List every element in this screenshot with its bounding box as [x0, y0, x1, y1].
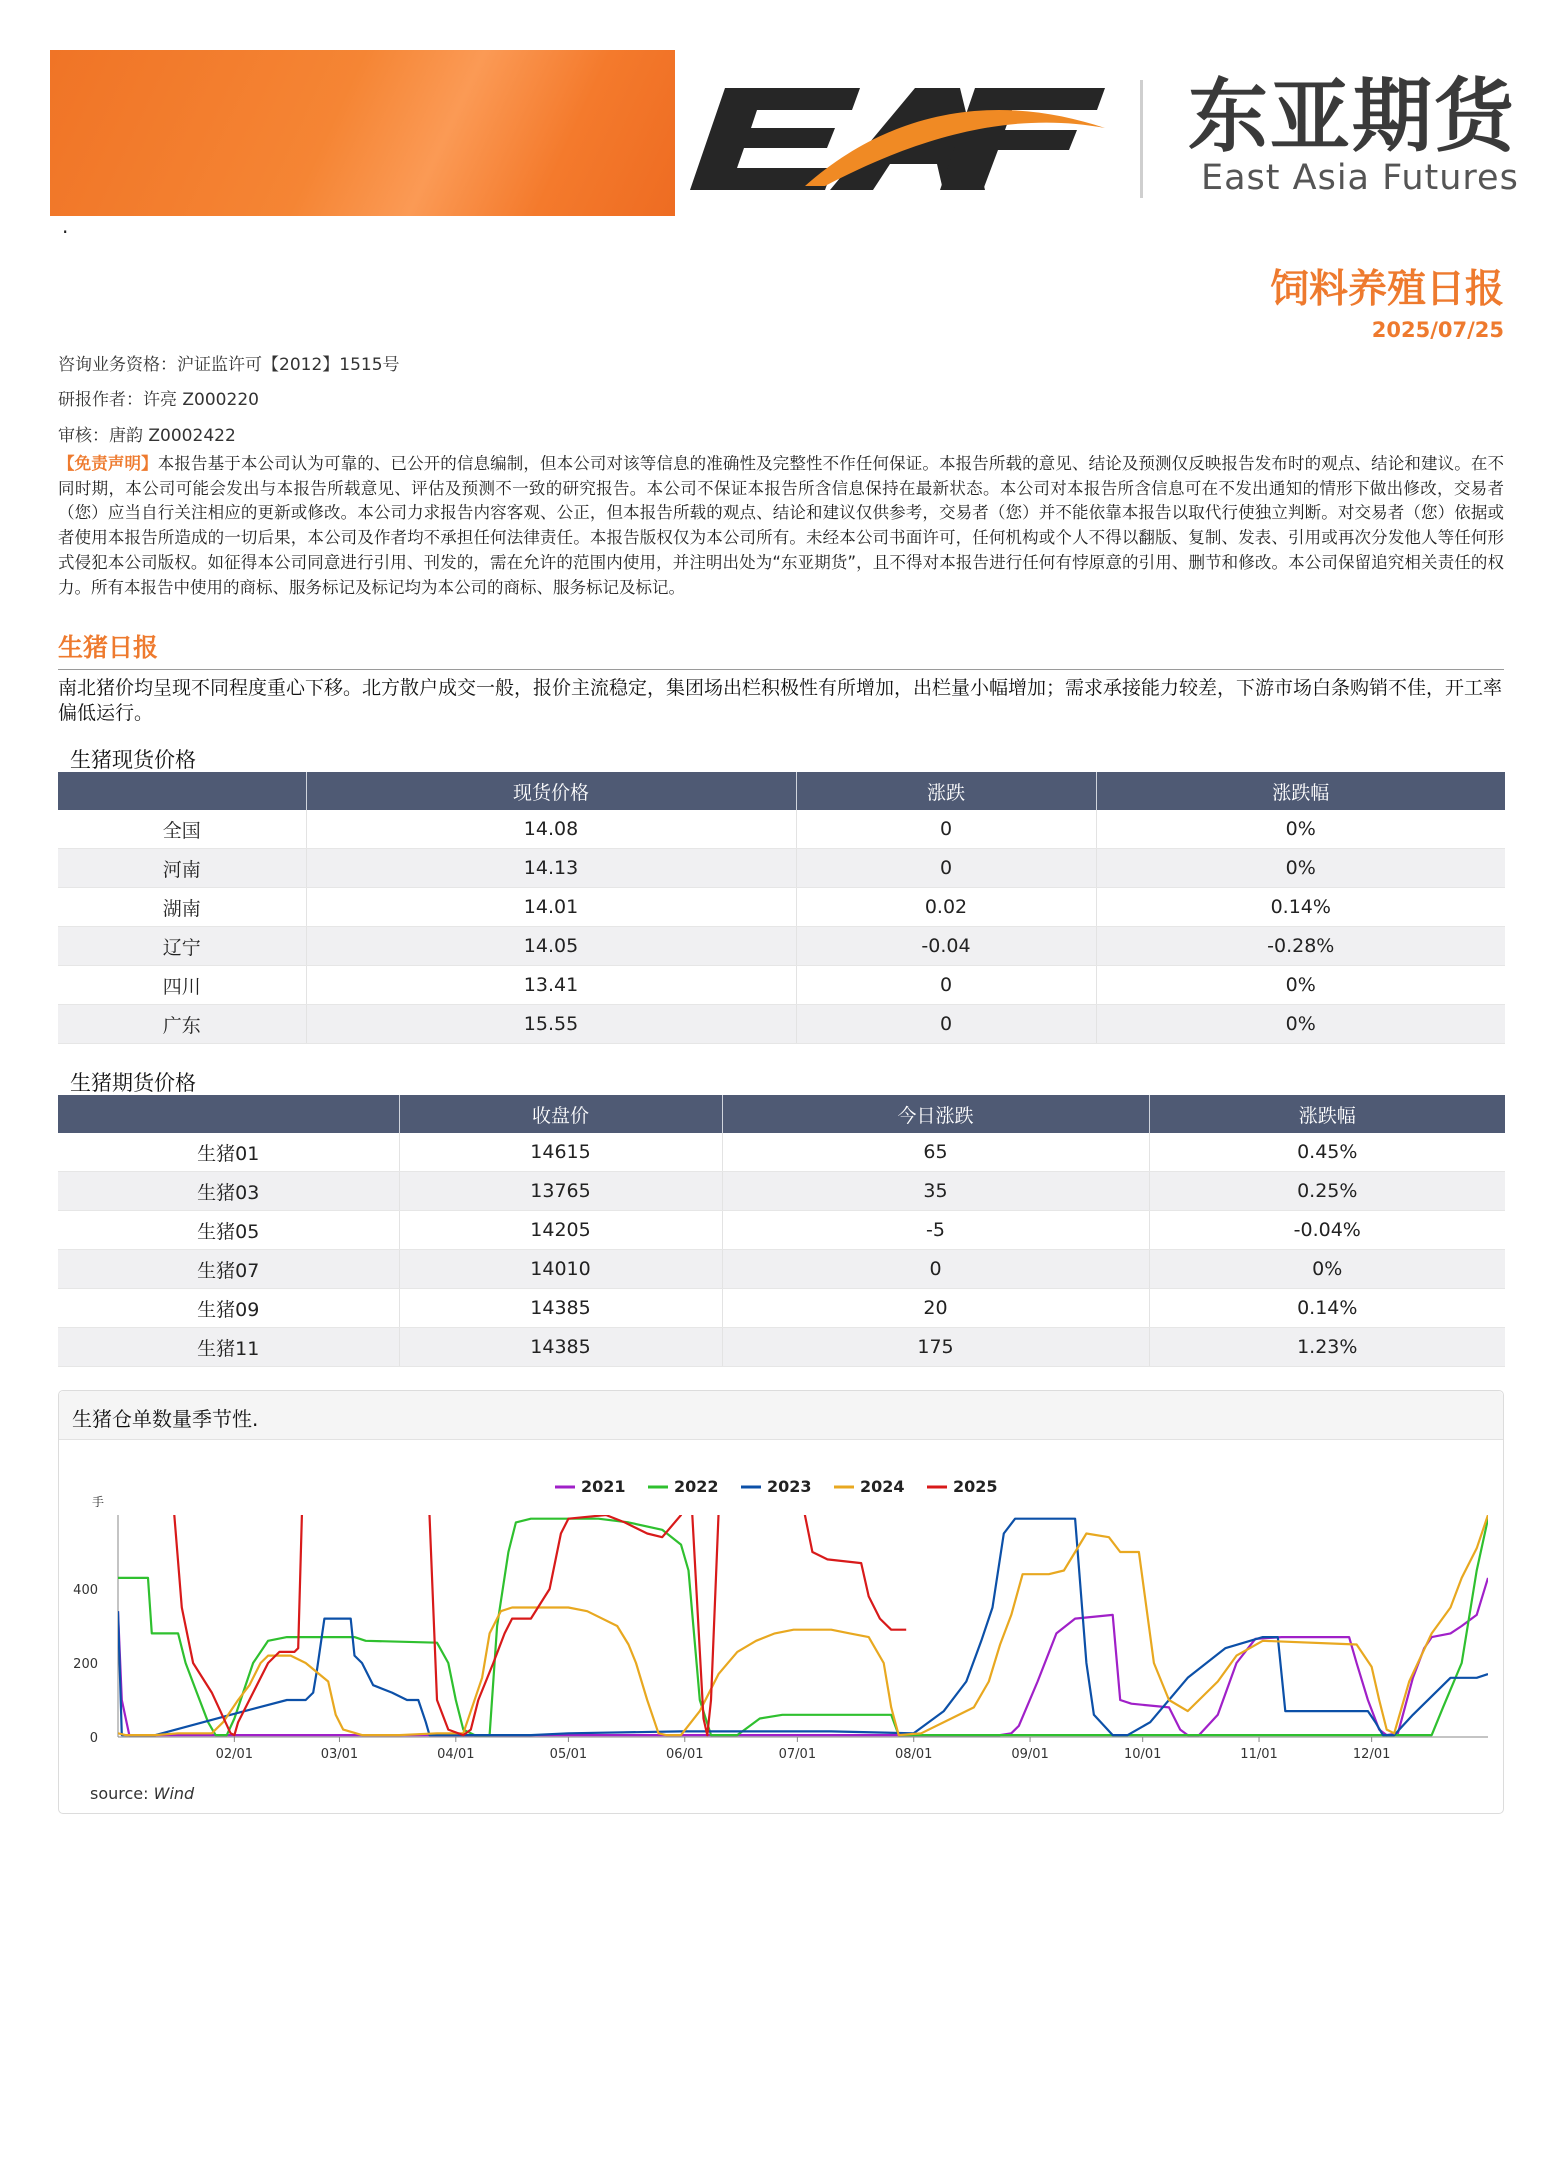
futures-table-title: 生猪期货价格: [70, 1071, 196, 1095]
series-line-2022: [118, 1519, 1504, 1735]
table-row: [58, 1289, 1505, 1328]
x-tick-label: 07/01: [778, 1747, 817, 1762]
section-summary: 南北猪价均呈现不同程度重心下移。北方散户成交一般，报价主流稳定，集团场出栏积极性有所增加，出栏量小幅增加；需求承接能力较差，下游市场白条购销不佳，开工率偏低运行。: [58, 677, 1503, 724]
table-cell: 14.08: [306, 810, 796, 849]
table-row: [58, 888, 1505, 927]
x-tick-label: 05/01: [549, 1747, 588, 1762]
x-tick-label: 11/01: [1240, 1747, 1278, 1762]
disclaimer: [58, 452, 1504, 600]
table-cell: 河南: [58, 849, 306, 888]
table-cell: 14385: [399, 1289, 722, 1328]
legend-label: 2021: [581, 1477, 626, 1496]
table-cell: -0.28%: [1096, 927, 1505, 966]
section-divider: [58, 669, 1504, 670]
table-cell: 0: [796, 849, 1096, 888]
author-info: 研报作者：许亮 Z000220: [58, 390, 259, 410]
header-banner: [50, 50, 675, 216]
table-header-row: [58, 1095, 1505, 1133]
disclaimer-tag: 【免责声明】: [58, 454, 158, 473]
legend-label: 2022: [674, 1477, 719, 1496]
table-cell: 175: [722, 1328, 1149, 1367]
logo-chinese-name: 东亚期货: [1188, 70, 1516, 163]
table-cell: 20: [722, 1289, 1149, 1328]
table-cell: 0.02: [796, 888, 1096, 927]
spot-table-title: 生猪现货价格: [70, 748, 196, 772]
table-cell: -0.04%: [1149, 1211, 1505, 1250]
table-cell: 1.23%: [1149, 1328, 1505, 1367]
legend-label: 2025: [953, 1477, 998, 1496]
report-date: 2025/07/25: [1371, 318, 1504, 342]
chart-header: [59, 1391, 1503, 1440]
warehouse-receipt-chart: [58, 1440, 1504, 1780]
column-header: [58, 772, 306, 810]
table-cell: 0: [722, 1250, 1149, 1289]
chart-source: [90, 1784, 194, 1803]
column-header: 涨跌幅: [1149, 1095, 1505, 1133]
table-cell: 0.45%: [1149, 1133, 1505, 1172]
x-tick-label: 03/01: [320, 1747, 359, 1762]
x-tick-label: 10/01: [1123, 1747, 1162, 1762]
table-cell: 14205: [399, 1211, 722, 1250]
table-cell: 生猪03: [58, 1172, 399, 1211]
table-cell: 生猪05: [58, 1211, 399, 1250]
table-cell: -0.04: [796, 927, 1096, 966]
table-row: [58, 1211, 1505, 1250]
chart-source-value: Wind: [153, 1784, 195, 1803]
legend-label: 2024: [860, 1477, 905, 1496]
table-cell: 全国: [58, 810, 306, 849]
y-tick-label: 200: [73, 1657, 98, 1672]
series-line-2023: [118, 1519, 1488, 1735]
table-cell: 35: [722, 1172, 1149, 1211]
table-cell: 14.01: [306, 888, 796, 927]
table-cell: 广东: [58, 1005, 306, 1044]
disclaimer-text: 本报告基于本公司认为可靠的、已公开的信息编制，但本公司对该等信息的准确性及完整性不作任何保证。本报告所载的意见、结论及预测仅反映报告发布时的观点、结论和建议。在不同时期，本公司可能会发出与本报告所载意见、评估及预测不一致的研究报告。本公司不保证本报告所含信息保持在最新状态。本公司对本报告所含信息可在不发出通知的情形下做出修改，交易者（您）应当自行关注相应的更新或修改。本公司力求报告内容客观、公正，但本报告所载的观点、结论和建议仅供参考，交易者（您）并不能依靠本报告以取代行使独立判断。对交易者（您）依据或者使用本报告所造成的一切后果，本公司及作者均不承担任何法律责任。本报告版权仅为本公司所有。未经本公司书面许可，任何机构或个人不得以翻版、复制、发表、引用或再次分发他人等任何形式侵犯本公司版权。如征得本公司同意进行引用、刊发的，需在允许的范围内使用，并注明出处为“东亚期货”，且不得对本报告进行任何有悖原意的引用、删节和修改。本公司保留追究相关责任的权力。所有本报告中使用的商标、服务标记及标记均为本公司的商标、服务标记及标记。: [58, 454, 1505, 597]
chart-source-label: source:: [90, 1784, 149, 1803]
column-header: 现货价格: [306, 772, 796, 810]
x-tick-label: 12/01: [1352, 1747, 1391, 1762]
spot-price-table: [58, 772, 1505, 1044]
table-cell: 65: [722, 1133, 1149, 1172]
table-row: [58, 1250, 1505, 1289]
table-header-row: [58, 772, 1505, 810]
table-cell: 0: [796, 810, 1096, 849]
column-header: 今日涨跌: [722, 1095, 1149, 1133]
table-row: [58, 927, 1505, 966]
table-row: [58, 810, 1505, 849]
legend-label: 2023: [767, 1477, 812, 1496]
x-tick-label: 06/01: [666, 1747, 704, 1762]
table-cell: 0%: [1096, 810, 1505, 849]
table-cell: 13.41: [306, 966, 796, 1005]
eaf-logo-icon: [685, 68, 1185, 218]
table-cell: 0.14%: [1096, 888, 1505, 927]
chart-title: 生猪仓单数量季节性.: [72, 1407, 259, 1431]
y-tick-label: 0: [89, 1731, 98, 1746]
table-row: [58, 1172, 1505, 1211]
table-cell: 0%: [1096, 966, 1505, 1005]
table-cell: 生猪11: [58, 1328, 399, 1367]
table-row: [58, 1005, 1505, 1044]
logo-english-name: East Asia Futures: [1201, 158, 1519, 198]
y-tick-label: 400: [73, 1583, 98, 1598]
table-cell: 14385: [399, 1328, 722, 1367]
table-cell: 生猪01: [58, 1133, 399, 1172]
reviewer-info: 审核：唐韵 Z0002422: [58, 426, 236, 446]
table-cell: 0%: [1096, 1005, 1505, 1044]
table-cell: 13765: [399, 1172, 722, 1211]
column-header: 涨跌幅: [1096, 772, 1505, 810]
table-cell: 辽宁: [58, 927, 306, 966]
table-cell: 0%: [1149, 1250, 1505, 1289]
table-cell: 四川: [58, 966, 306, 1005]
table-cell: 14615: [399, 1133, 722, 1172]
table-cell: 14.13: [306, 849, 796, 888]
report-title: 饲料养殖日报: [1269, 267, 1504, 312]
table-cell: 生猪07: [58, 1250, 399, 1289]
series-line-2021: [118, 1578, 1488, 1735]
column-header: 收盘价: [399, 1095, 722, 1133]
y-axis-unit: 手: [91, 1495, 104, 1509]
table-cell: 0.25%: [1149, 1172, 1505, 1211]
table-row: [58, 966, 1505, 1005]
table-cell: 0%: [1096, 849, 1505, 888]
table-row: [58, 1328, 1505, 1367]
x-tick-label: 02/01: [215, 1747, 254, 1762]
license-info: 咨询业务资格：沪证监许可【2012】1515号: [58, 355, 400, 375]
header-dot: ·: [62, 220, 69, 244]
table-cell: 生猪09: [58, 1289, 399, 1328]
x-tick-label: 08/01: [894, 1747, 933, 1762]
table-cell: 湖南: [58, 888, 306, 927]
table-cell: 0.14%: [1149, 1289, 1505, 1328]
futures-price-table: [58, 1095, 1505, 1367]
x-tick-label: 09/01: [1011, 1747, 1049, 1762]
table-cell: 15.55: [306, 1005, 796, 1044]
table-cell: 0: [796, 966, 1096, 1005]
table-cell: -5: [722, 1211, 1149, 1250]
column-header: 涨跌: [796, 772, 1096, 810]
x-tick-label: 04/01: [437, 1747, 475, 1762]
section-title: 生猪日报: [58, 633, 159, 662]
table-row: [58, 849, 1505, 888]
table-row: [58, 1133, 1505, 1172]
table-cell: 14.05: [306, 927, 796, 966]
table-cell: 14010: [399, 1250, 722, 1289]
table-cell: 0: [796, 1005, 1096, 1044]
column-header: [58, 1095, 399, 1133]
